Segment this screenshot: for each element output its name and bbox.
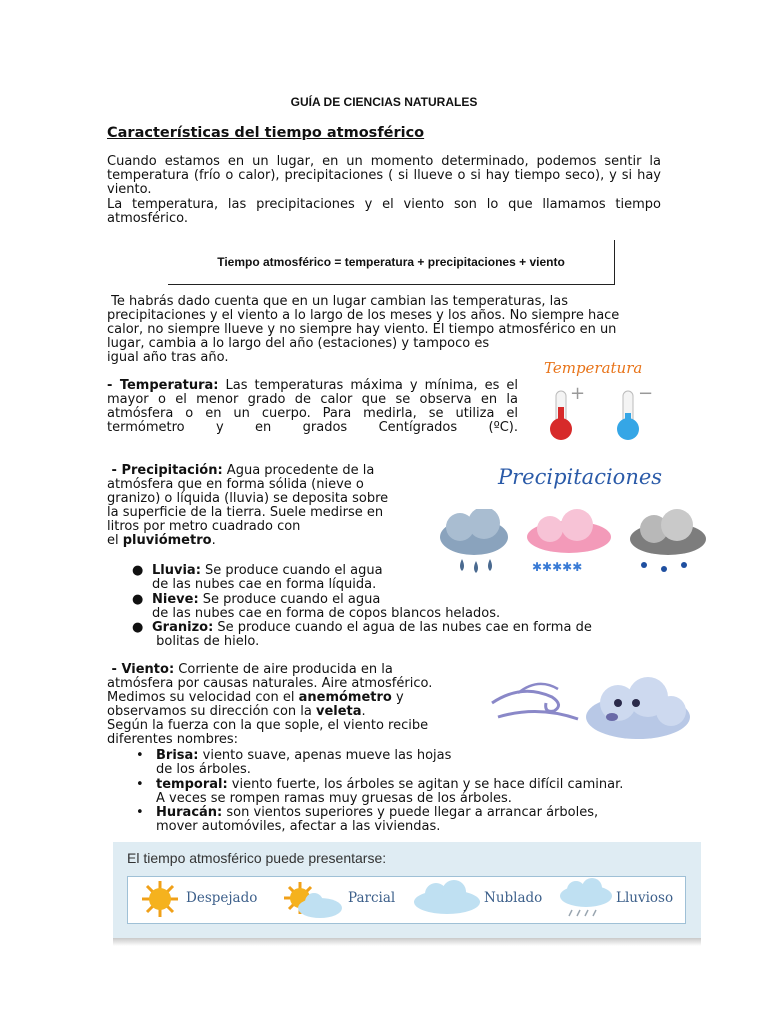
precipitation-line-6: el: [107, 533, 123, 548]
item-text: son vientos superiores y puede llegar a arrancar árboles,: [222, 805, 599, 821]
item-label: Huracán:: [156, 805, 223, 821]
page-title: GUÍA DE CIENCIAS NATURALES: [290, 95, 478, 109]
change-line-1: Te habrás dado cuenta que en un lugar cambian las temperaturas, las: [107, 294, 569, 309]
bullet: •: [136, 748, 144, 763]
wind-cloud-icon: [488, 673, 698, 745]
precipitation-label: - Precipitación:: [107, 463, 223, 478]
item-text-2: de las nubes cae en forma líquida.: [152, 577, 377, 593]
pluviometro-term: pluviómetro: [122, 533, 212, 548]
item-label: Granizo:: [152, 620, 214, 636]
precipitation-line-3: granizo) o líquida (lluvia) se deposita sobre: [107, 491, 389, 506]
precipitation-line-5: litros por metro cuadrado con: [107, 519, 301, 534]
wind-list: [134, 749, 674, 835]
precipitation-paragraph: [107, 464, 427, 548]
bullet: •: [136, 805, 144, 821]
item-text-2: mover automóviles, afectar a las viviendas.: [156, 819, 441, 835]
bullet: ●: [132, 563, 144, 578]
precipitation-list: [130, 564, 650, 650]
precipitation-image-title: Precipitaciones: [498, 465, 663, 489]
list-item: [134, 749, 674, 778]
temperature-text: Las temperaturas máxima y mínima, es el mayor o el menor grado de calor que se observa en la atmósfera o en un cuerpo. Para medirla, se utiliza el termómetro y en grados Centígrados (ºC).: [107, 378, 518, 435]
wind-label: - Viento:: [107, 662, 175, 677]
weather-states-heading: El tiempo atmosférico puede presentarse:: [127, 850, 387, 866]
wind-line-4: observamos su dirección con la: [107, 704, 316, 719]
wind-line-3-end: y: [391, 690, 404, 705]
wind-line-4-end: .: [361, 704, 366, 719]
item-text: Se produce cuando el agua: [200, 563, 383, 578]
wind-line-2: atmósfera por causas naturales. Aire atmosférico.: [107, 676, 433, 691]
list-item: [134, 806, 674, 835]
wind-paragraph: [107, 663, 487, 747]
sun-icon: [138, 879, 182, 919]
weather-nublado-label: Nublado: [484, 890, 543, 906]
weather-parcial-label: Parcial: [348, 890, 396, 906]
weather-despejado-label: Despejado: [186, 890, 258, 906]
rainy-icon: [558, 878, 614, 918]
hail-cloud-icon: [630, 509, 706, 572]
change-line-3: calor, no siempre llueve y no siempre hay viento. El tiempo atmosférico en un: [107, 322, 617, 337]
item-label: Lluvia:: [152, 563, 201, 578]
precipitation-line-6-end: .: [211, 533, 216, 548]
item-label: temporal:: [156, 776, 228, 792]
partly-cloudy-icon: [282, 880, 344, 920]
precipitation-line-1: Agua procedente de la: [222, 463, 375, 478]
item-text-2: de las nubes cae en forma de copos blancos helados.: [152, 605, 501, 621]
item-text: Se produce cuando el agua: [198, 591, 381, 607]
bullet: •: [136, 776, 144, 792]
item-text-2: de los árboles.: [156, 762, 251, 778]
temperature-label: - Temperatura:: [107, 378, 219, 393]
intro-paragraph-1: Cuando estamos en un lugar, en un momento determinado, podemos sentir la temperatura (frío o calor), precipitaciones ( si llueve o si hay tiempo seco), y si hay viento.: [107, 154, 661, 197]
item-text: Se produce cuando el agua de las nubes cae en forma de: [213, 620, 592, 636]
svg-text:✱✱✱✱✱: ✱✱✱✱✱: [532, 560, 583, 574]
minus-sign: −: [638, 383, 654, 404]
wind-line-1: Corriente de aire producida en la: [174, 662, 393, 677]
precipitation-line-2: atmósfera que en forma sólida (nieve o: [107, 477, 364, 492]
bullet: ●: [132, 620, 144, 636]
item-label: Brisa:: [156, 748, 199, 763]
weather-lluvioso-label: Lluvioso: [616, 890, 674, 906]
wind-line-5: Según la fuerza con la que sople, el viento recibe: [107, 718, 429, 733]
item-text: viento suave, apenas mueve las hojas: [198, 748, 452, 763]
cloudy-icon: [412, 880, 482, 916]
precipitation-line-4: la superficie de la tierra. Suele medirse en: [107, 505, 384, 520]
change-line-4: lugar, cambia a lo largo del año (estaciones) y tampoco es: [107, 336, 490, 351]
formula-text: Tiempo atmosférico = temperatura + precipitaciones + viento: [217, 255, 565, 269]
list-item: [134, 778, 674, 807]
anemometro-term: anemómetro: [298, 690, 392, 705]
temperature-image-title: Temperatura: [544, 359, 643, 377]
panel-shadow: [113, 938, 701, 946]
wind-line-6: diferentes nombres:: [107, 732, 239, 747]
item-text-2: bolitas de hielo.: [152, 634, 260, 650]
change-line-2: precipitaciones y el viento a lo largo de los meses y los años. No siempre hace: [107, 308, 620, 323]
section-subtitle: Características del tiempo atmosférico: [107, 125, 425, 141]
item-text-2: A veces se rompen ramas muy gruesas de los árboles.: [156, 790, 512, 806]
list-item: [130, 564, 650, 593]
wind-line-3: Medimos su velocidad con el: [107, 690, 299, 705]
bullet: ●: [132, 591, 144, 607]
change-line-5: igual año tras año.: [107, 350, 229, 365]
veleta-term: veleta: [315, 704, 362, 719]
intro-paragraph-2: La temperatura, las precipitaciones y el viento son lo que llamamos tiempo atmosférico.: [107, 197, 661, 226]
list-item: [130, 593, 650, 622]
item-label: Nieve:: [152, 591, 199, 607]
temperature-paragraph: [107, 379, 518, 435]
plus-sign: +: [570, 383, 586, 404]
list-item: [130, 621, 650, 650]
item-text: viento fuerte, los árboles se agitan y se hace difícil caminar.: [227, 776, 624, 792]
temperature-image: [530, 355, 670, 445]
